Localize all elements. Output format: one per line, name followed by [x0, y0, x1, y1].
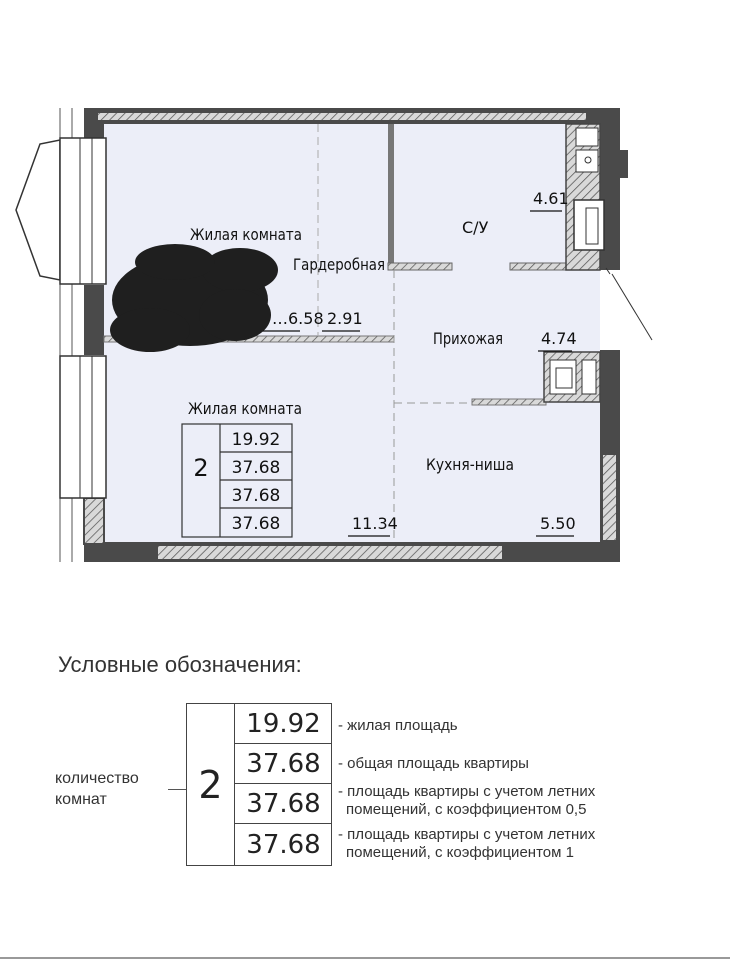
legend-title: Условные обозначения:	[58, 652, 302, 677]
legend-desc-k1-line1: - площадь квартиры с учетом летних	[338, 826, 596, 843]
area-label-living-top: …6.58	[272, 309, 324, 328]
wall-left-upper	[84, 120, 104, 138]
legend-room-count-line2: комнат	[55, 791, 107, 808]
area-label-hallway: 4.74	[541, 329, 577, 348]
legend-room-count-label	[55, 768, 175, 810]
wall-top-inner	[98, 113, 586, 120]
wall-left-lower	[84, 498, 104, 544]
wall-bottom-hatch	[158, 546, 502, 559]
room-label-bathroom: С/У	[462, 218, 489, 237]
legend-area-k05: 37.68	[235, 784, 332, 824]
room-label-living-bottom: Жилая комната	[188, 399, 302, 418]
partition-hall	[472, 399, 546, 405]
room-label-hallway: Прихожая	[433, 329, 503, 348]
plan-box-area-k05: 37.68	[231, 486, 281, 506]
legend-desc-living: - жилая площадь	[338, 717, 458, 734]
legend-desc-total: - общая площадь квартиры	[338, 755, 529, 772]
legend-desc-k05-line2: помещений, с коэффициентом 0,5	[346, 801, 587, 818]
room-label-living-top: Жилая комната	[190, 225, 302, 244]
legend-area-k1: 37.68	[246, 830, 321, 860]
bathroom-left-wall	[388, 124, 394, 264]
window-top	[16, 138, 106, 284]
legend-total-area: 37.68	[235, 744, 332, 784]
plan-box-area-k1: 37.68	[231, 514, 281, 534]
bottom-divider	[0, 957, 730, 959]
room-label-kitchen: Кухня-ниша	[426, 455, 514, 474]
entrance-door[interactable]	[606, 268, 652, 340]
plan-box-total-area: 37.68	[231, 458, 281, 478]
legend-table	[186, 703, 332, 866]
legend-desc-k1-line2: помещений, с коэффициентом 1	[346, 844, 574, 861]
legend-leader-line	[168, 789, 186, 790]
area-label-bathroom: 4.61	[533, 189, 569, 208]
legend-living-area: 19.92	[235, 704, 332, 744]
wall-right-hatch	[603, 455, 616, 540]
bathroom-bottom-wall-2	[510, 263, 572, 270]
wall-left-mid	[84, 285, 104, 355]
window-bottom	[60, 356, 106, 498]
plan-box-living-area: 19.92	[231, 430, 281, 450]
plan-box-rooms: 2	[193, 454, 209, 482]
room-label-wardrobe: Гардеробная	[293, 255, 385, 274]
area-label-kitchen: 5.50	[540, 514, 576, 533]
kitchen-sink	[544, 352, 600, 402]
bathroom-bottom-wall-1	[388, 263, 452, 270]
legend-rooms-count: 2	[187, 704, 235, 865]
area-label-living-bottom: 11.34	[352, 514, 398, 533]
legend-room-count-line1: количество	[55, 770, 139, 787]
legend-desc-k05-line1: - площадь квартиры с учетом летних	[338, 783, 596, 800]
area-label-wardrobe: 2.91	[327, 309, 363, 328]
